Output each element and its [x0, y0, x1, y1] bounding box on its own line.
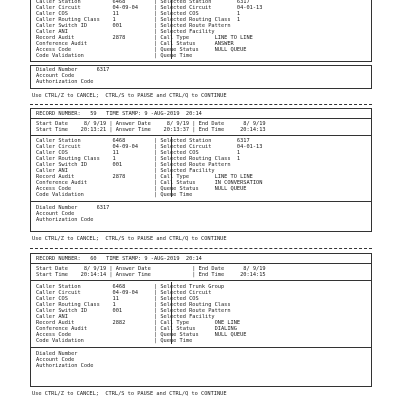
- detail-line: Record Audit 2878 | Call Type LINE TO LINE: [36, 35, 253, 41]
- footer-line: Authorization Code: [36, 79, 94, 85]
- detail-line: Record Audit 2882 | Call Type ONE LINE: [36, 320, 241, 326]
- time-line: Start Date 8/ 9/19 | Answer Date 8/ 9/19 | End Date 8/ 9/19: [36, 121, 266, 127]
- detail-line: Code Validation | Queue Time: [36, 53, 193, 59]
- detail-line: Caller Station 6468 | Selected Trunk Group: [36, 284, 225, 290]
- time-line: Start Time 20:14:14 | Answer Time | End Time 20:14:15: [36, 272, 266, 278]
- footer-line: Account Code: [36, 357, 75, 363]
- detail-line: Caller Switch ID 001 | Selected Route Pattern: [36, 308, 231, 314]
- detail-line: Caller Circuit 04-09-04 | Selected Circuit 04-01-13: [36, 5, 263, 11]
- detail-line: Caller COS 11 | Selected COS 1: [36, 150, 241, 156]
- detail-line: Caller Switch ID 001 | Selected Route Pattern: [36, 23, 231, 29]
- time-line: Start Date 8/ 9/19 | Answer Date | End Date 8/ 9/19: [36, 266, 266, 272]
- status-line: Use CTRL/Z to CANCEL; CTRL/S to PAUSE and CTRL/Q to CONTINUE: [32, 391, 227, 397]
- detail-line: Caller ANI | Selected Facility: [36, 314, 215, 320]
- detail-line: Conference Audit | Call Status IN CONVERSATION: [36, 180, 263, 186]
- status-line: Use CTRL/Z to CANCEL; CTRL/S to PAUSE and CTRL/Q to CONTINUE: [32, 236, 227, 242]
- detail-line: Access Code | Queue Status NULL QUEUE: [36, 186, 247, 192]
- detail-line: Conference Audit | Call Status ANSWER: [36, 41, 234, 47]
- time-divider: [30, 135, 372, 136]
- footer-divider: [30, 201, 372, 202]
- footer-line: Dialed Number: [36, 351, 78, 357]
- detail-line: Access Code | Queue Status NULL QUEUE: [36, 332, 247, 338]
- footer-line: Account Code: [36, 73, 75, 79]
- status-line: Use CTRL/Z to CANCEL; CTRL/S to PAUSE and CTRL/Q to CONTINUE: [32, 93, 227, 99]
- detail-line: Caller Switch ID 001 | Selected Route Pattern: [36, 162, 231, 168]
- record-separator: [30, 104, 372, 105]
- footer-line: Account Code: [36, 211, 75, 217]
- footer-divider: [30, 347, 372, 348]
- detail-line: Caller Circuit 04-09-04 | Selected Circuit 04-01-13: [36, 144, 263, 150]
- header-divider: [30, 263, 372, 264]
- time-line: Start Time 20:13:21 | Answer Time 20:13:37 | End Time 20:14:13: [36, 127, 266, 133]
- detail-line: Access Code | Queue Status NULL QUEUE: [36, 47, 247, 53]
- detail-line: Code Validation | Queue Time: [36, 192, 193, 198]
- detail-line: Caller COS 11 | Selected COS 1: [36, 11, 241, 17]
- footer-line: Dialed Number 6317: [36, 205, 110, 211]
- detail-line: Caller Routing Class 1 | Selected Routing Class 1: [36, 156, 241, 162]
- record-header: RECORD NUMBER: 59 TIME STAMP: 9 -AUG-2019 20:14: [36, 111, 202, 117]
- footer-line: Dialed Number 6317: [36, 67, 110, 73]
- detail-line: Caller Routing Class 1 | Selected Routing Class 1: [36, 17, 241, 23]
- time-divider: [30, 280, 372, 281]
- detail-line: Caller ANI | Selected Facility: [36, 29, 215, 35]
- detail-line: Caller Station 6468 | Selected Station 6317: [36, 0, 250, 5]
- detail-line: Code Validation | Queue Time: [36, 338, 193, 344]
- detail-line: Caller Station 6468 | Selected Station 6317: [36, 138, 250, 144]
- detail-line: Caller COS 11 | Selected COS: [36, 296, 199, 302]
- header-divider: [30, 118, 372, 119]
- record-separator: [30, 248, 372, 249]
- detail-line: Caller ANI | Selected Facility: [36, 168, 215, 174]
- detail-line: Caller Routing Class 1 | Selected Routing Class: [36, 302, 231, 308]
- record-header: RECORD NUMBER: 60 TIME STAMP: 9 -AUG-2019 20:14: [36, 256, 202, 262]
- footer-line: Authorization Code: [36, 217, 94, 223]
- detail-line: Record Audit 2878 | Call Type LINE TO LINE: [36, 174, 253, 180]
- footer-line: Authorization Code: [36, 363, 94, 369]
- detail-line: Caller Circuit 04-09-04 | Selected Circuit: [36, 290, 212, 296]
- detail-line: Conference Audit | Call Status DIALING: [36, 326, 237, 332]
